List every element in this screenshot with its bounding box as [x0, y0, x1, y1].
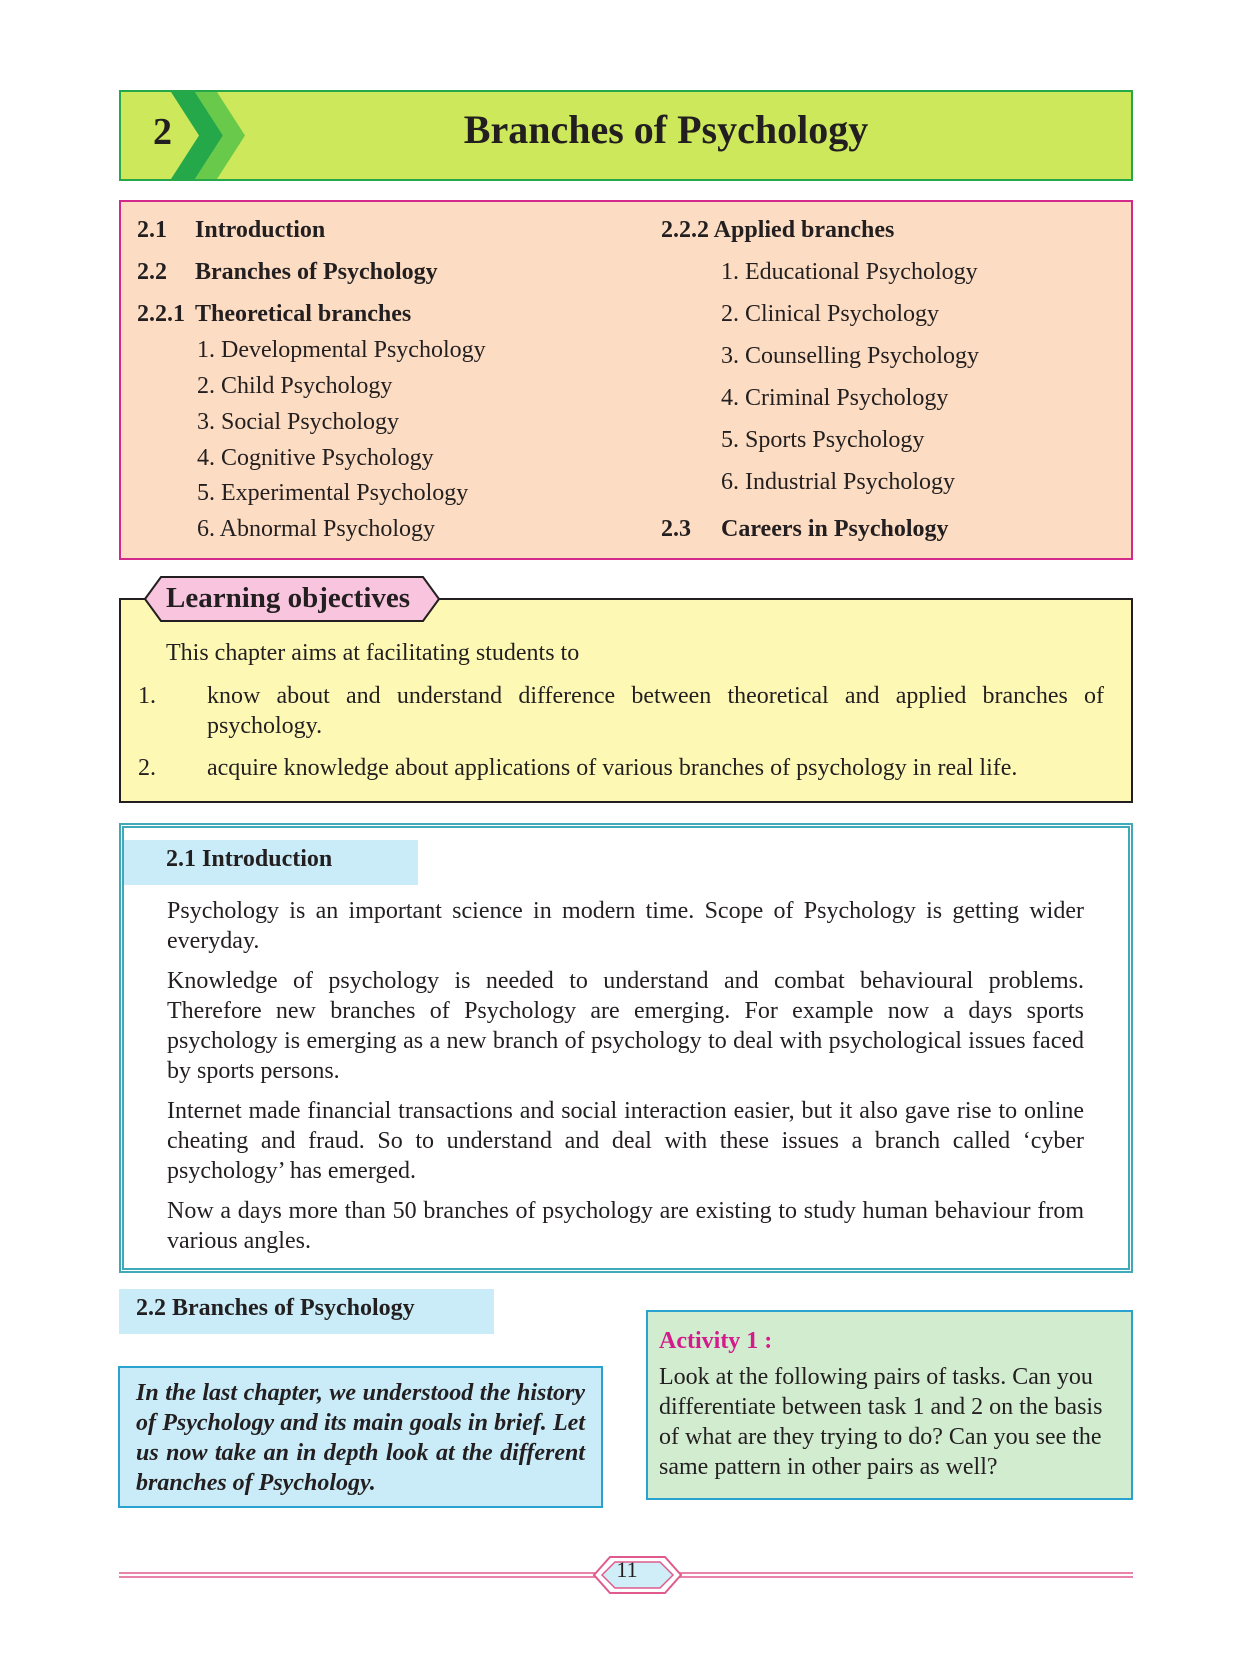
- introduction-heading: 2.1 Introduction: [166, 846, 333, 872]
- objective-text: know about and understand difference between theoretical and applied branches of: [207, 683, 1104, 709]
- section-label: Introduction: [195, 217, 326, 243]
- paragraph: Internet made financial transactions and social interaction easier, but it also gave rise to online cheating and fraud. So to understand and deal with these issues a branch called ‘cyber psychology’ has emerged.: [167, 1098, 1084, 1184]
- section-label: Careers in Psychology: [721, 516, 949, 542]
- section-label: Theoretical branches: [195, 301, 412, 327]
- section-number: 2.3: [661, 516, 691, 542]
- objective-number: 2.: [138, 755, 156, 781]
- note-text: In the last chapter, we understood the history of Psychology and its main goals in brief. Let us now take an in depth look at the different branches of Psychology.: [136, 1380, 585, 1496]
- section-number: 2.1: [137, 217, 167, 243]
- toc-section-2-2-2: 2.2.2 Applied branches: [661, 217, 895, 243]
- section-label: Branches of Psychology: [195, 259, 438, 285]
- chapter-header: [119, 90, 1133, 181]
- chapter-title: Branches of Psychology: [463, 107, 869, 152]
- list-item: 4. Criminal Psychology: [721, 385, 949, 411]
- page-number: 11: [616, 1557, 638, 1582]
- learning-objectives-title: Learning objectives: [166, 582, 411, 614]
- list-item: 1. Developmental Psychology: [197, 337, 486, 363]
- list-item: 6. Industrial Psychology: [721, 469, 955, 495]
- objective-text: acquire knowledge about applications of various branches of psychology in real life.: [207, 755, 1018, 781]
- list-item: 5. Sports Psychology: [721, 427, 925, 453]
- list-item: 2. Child Psychology: [197, 373, 393, 399]
- list-item: 6. Abnormal Psychology: [197, 516, 435, 542]
- chapter-number: 2: [153, 111, 172, 153]
- note-box: [118, 1366, 603, 1508]
- paragraph: Knowledge of psychology is needed to understand and combat behavioural problems. Therefore new branches of Psychology are emerging. For example now a days sports psychology is emerging as a new branch of psychology to deal with psychological issues faced by sports persons.: [167, 968, 1084, 1084]
- activity-title: Activity 1 :: [659, 1328, 773, 1354]
- list-item: 3. Social Psychology: [197, 409, 399, 435]
- activity-box: [646, 1310, 1133, 1500]
- list-item: 3. Counselling Psychology: [721, 343, 980, 369]
- branches-heading: 2.2 Branches of Psychology: [136, 1295, 415, 1321]
- paragraph: Now a days more than 50 branches of psychology are existing to study human behaviour from various angles.: [167, 1198, 1084, 1254]
- list-item: 4. Cognitive Psychology: [197, 445, 434, 471]
- list-item: 5. Experimental Psychology: [197, 480, 469, 506]
- section-number: 2.2.1: [137, 301, 185, 327]
- paragraph: Psychology is an important science in modern time. Scope of Psychology is getting wider everyday.: [167, 898, 1084, 954]
- objective-number: 1.: [138, 683, 156, 709]
- section-number: 2.2: [137, 259, 167, 285]
- list-item: 2. Clinical Psychology: [721, 301, 939, 327]
- contents-box: [119, 200, 1133, 560]
- objectives-intro: This chapter aims at facilitating students to: [166, 640, 580, 666]
- activity-text: Look at the following pairs of tasks. Can you differentiate between task 1 and 2 on the basis of what are they trying to do? Can you see the same pattern in other pairs as well?: [659, 1364, 1103, 1480]
- objective-text: psychology.: [207, 713, 323, 739]
- list-item: 1. Educational Psychology: [721, 259, 978, 285]
